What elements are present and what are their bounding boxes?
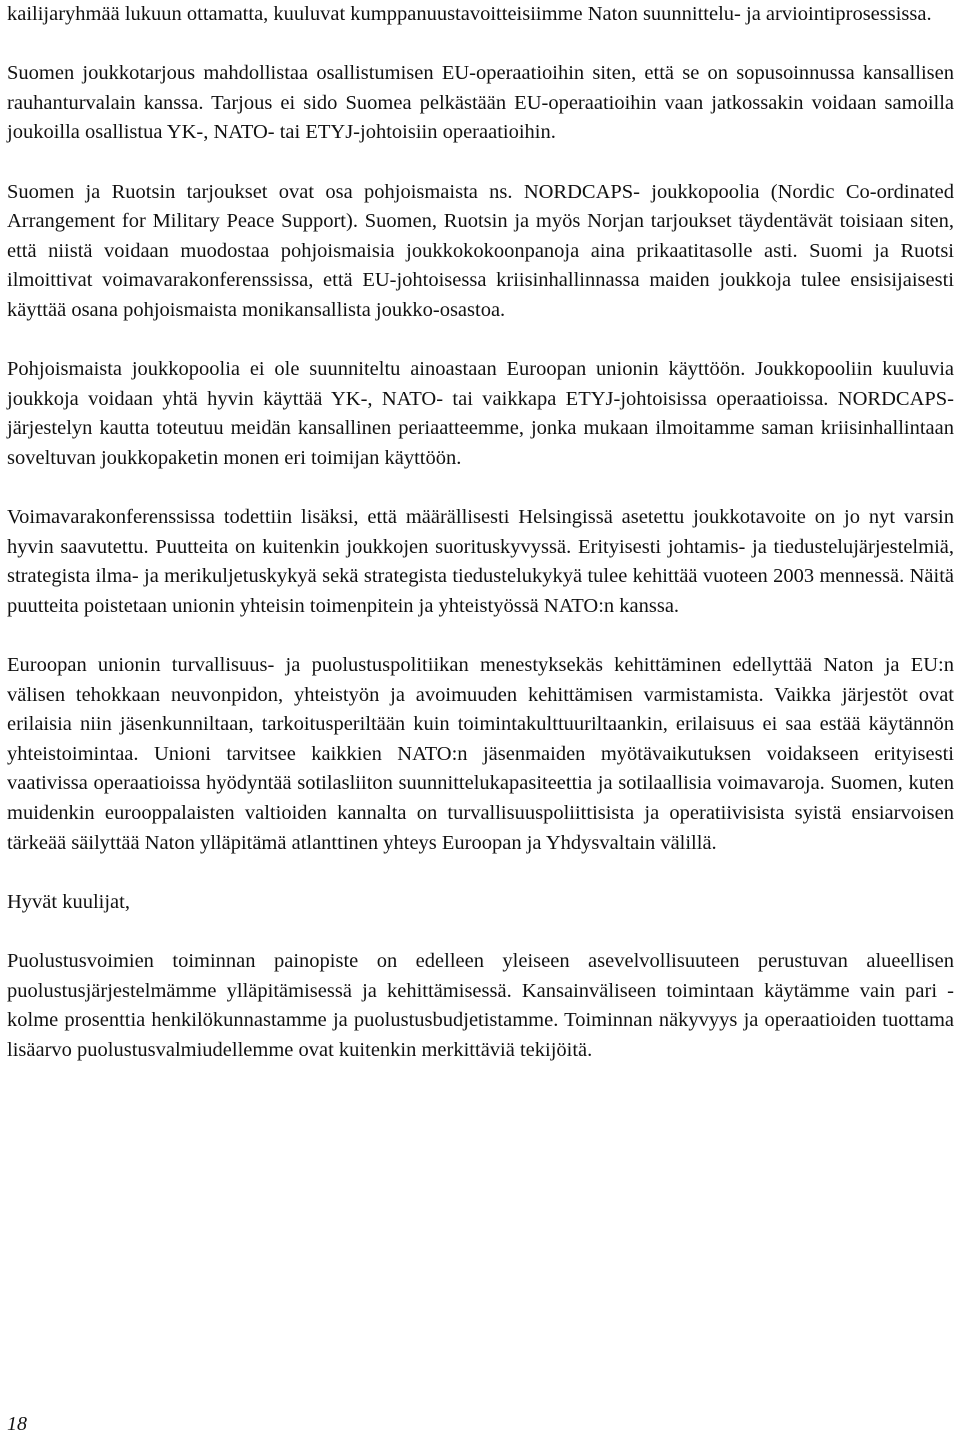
paragraph-nordic-pool: Pohjoismaista joukkopoolia ei ole suunniteltu ainoastaan Euroopan unionin käyttöön. Joukkopooliin kuuluvia joukkoja voidaan yhtä hyvin käyttää YK-, NATO- tai vaikkapa ETYJ-johtoisissa operaatioissa. NORDCAPS-järjestelyn kautta toteutuu meidän kansallinen periaatteemme, jonka mukaan ilmoitamme saman kriisinhallintaan soveltuvan joukkopaketin monen eri toimijan käyttöön. — [7, 358, 954, 469]
paragraph-defence-focus: Puolustusvoimien toiminnan painopiste on edelleen yleiseen asevelvollisuuteen perustuvan alueellisen puolustusjärjestelmämme ylläpitämisessä ja kehittämisessä. Kansainväliseen toimintaan käytämme vain pari - kolme prosenttia henkilökunnastamme ja puolustusbudjetistamme. Toiminnan näkyvyys ja operaatioiden tuottama lisäarvo puolustusvalmiudellemme ovat kuitenkin merkittäviä tekijöitä. — [7, 950, 954, 1061]
paragraph-troop-offer: Suomen joukkotarjous mahdollistaa osallistumisen EU-operaatioihin siten, että se on sopusoinnussa kansallisen rauhanturvalain kanssa. Tarjous ei sido Suomea pelkästään EU-operaatioihin vaan jatkossakin voidaan samoilla joukoilla osallistua YK-, NATO- tai ETYJ-johtoisiin operaatioihin. — [7, 62, 954, 144]
paragraph-nato-partnership: kailijaryhmää lukuun ottamatta, kuuluvat kumppanuustavoitteisiimme Naton suunnittelu- ja arviointiprosessissa. — [7, 3, 932, 25]
paragraph-eu-nato-cooperation: Euroopan unionin turvallisuus- ja puolustuspolitiikan menestyksekäs kehittäminen edellyttää Naton ja EU:n välisen tehokkaan neuvonpidon, yhteistyön ja avoimuuden kehittämisen varmistamista. Vaikka järjestöt ovat erilaisia niin jäsenkunniltaan, tarkoitusperiltään kuin toimintakulttuuriltaankin, erilaisuus ei saa estää käytännön yhteistoimintaa. Unioni tarvitsee kaikkien NATO:n jäsenmaiden myötävaikutuksen voidakseen erityisesti vaativissa operaatioissa hyödyntää sotilasliiton suunnittelukapasiteettia ja sotilaallisia voimavaroja. Suomen, kuten muidenkin eurooppalaisten valtioiden kannalta on turvallisuuspoliittisista ja operatiivisista syistä ensiarvoisen tärkeää säilyttää Naton ylläpitämä atlanttinen yhteys Euroopan ja Yhdysvaltain välillä. — [7, 654, 954, 854]
paragraph-nordcaps: Suomen ja Ruotsin tarjoukset ovat osa pohjoismaista ns. NORDCAPS- joukkopoolia (Nordic Co-ordinated Arrangement for Military Peace Support). Suomen, Ruotsin ja myös Norjan tarjoukset täydentävät toisiaan siten, että niistä voidaan muodostaa pohjoismaisia joukkokokoonpanoja aina prikaatitasolle asti. Suomi ja Ruotsi ilmoittivat voimavarakonferenssissa, että EU-johtoisessa kriisinhallinnassa maiden joukkoja tulee ensisijaisesti käyttää osana pohjoismaista monikansallista joukko-osastoa. — [7, 180, 954, 321]
document-page — [7, 0, 954, 1065]
paragraph-salutation: Hyvät kuulijat, — [7, 890, 130, 913]
page-number: 18 — [7, 1413, 27, 1435]
paragraph-capability-conference: Voimavarakonferenssissa todettiin lisäksi, että määrällisesti Helsingissä asetettu joukkotavoite on jo nyt varsin hyvin saavutettu. Puutteita on kuitenkin joukkojen suorituskyvyssä. Erityisesti johtamis- ja tiedustelujärjestelmiä, strategista ilma- ja merikuljetuskykyä sekä strategista tiedustelukykyä tulee kehittää vuoteen 2003 mennessä. Näitä puutteita poistetaan unionin yhteisin toimenpitein ja yhteistyössä NATO:n kanssa. — [7, 506, 954, 617]
